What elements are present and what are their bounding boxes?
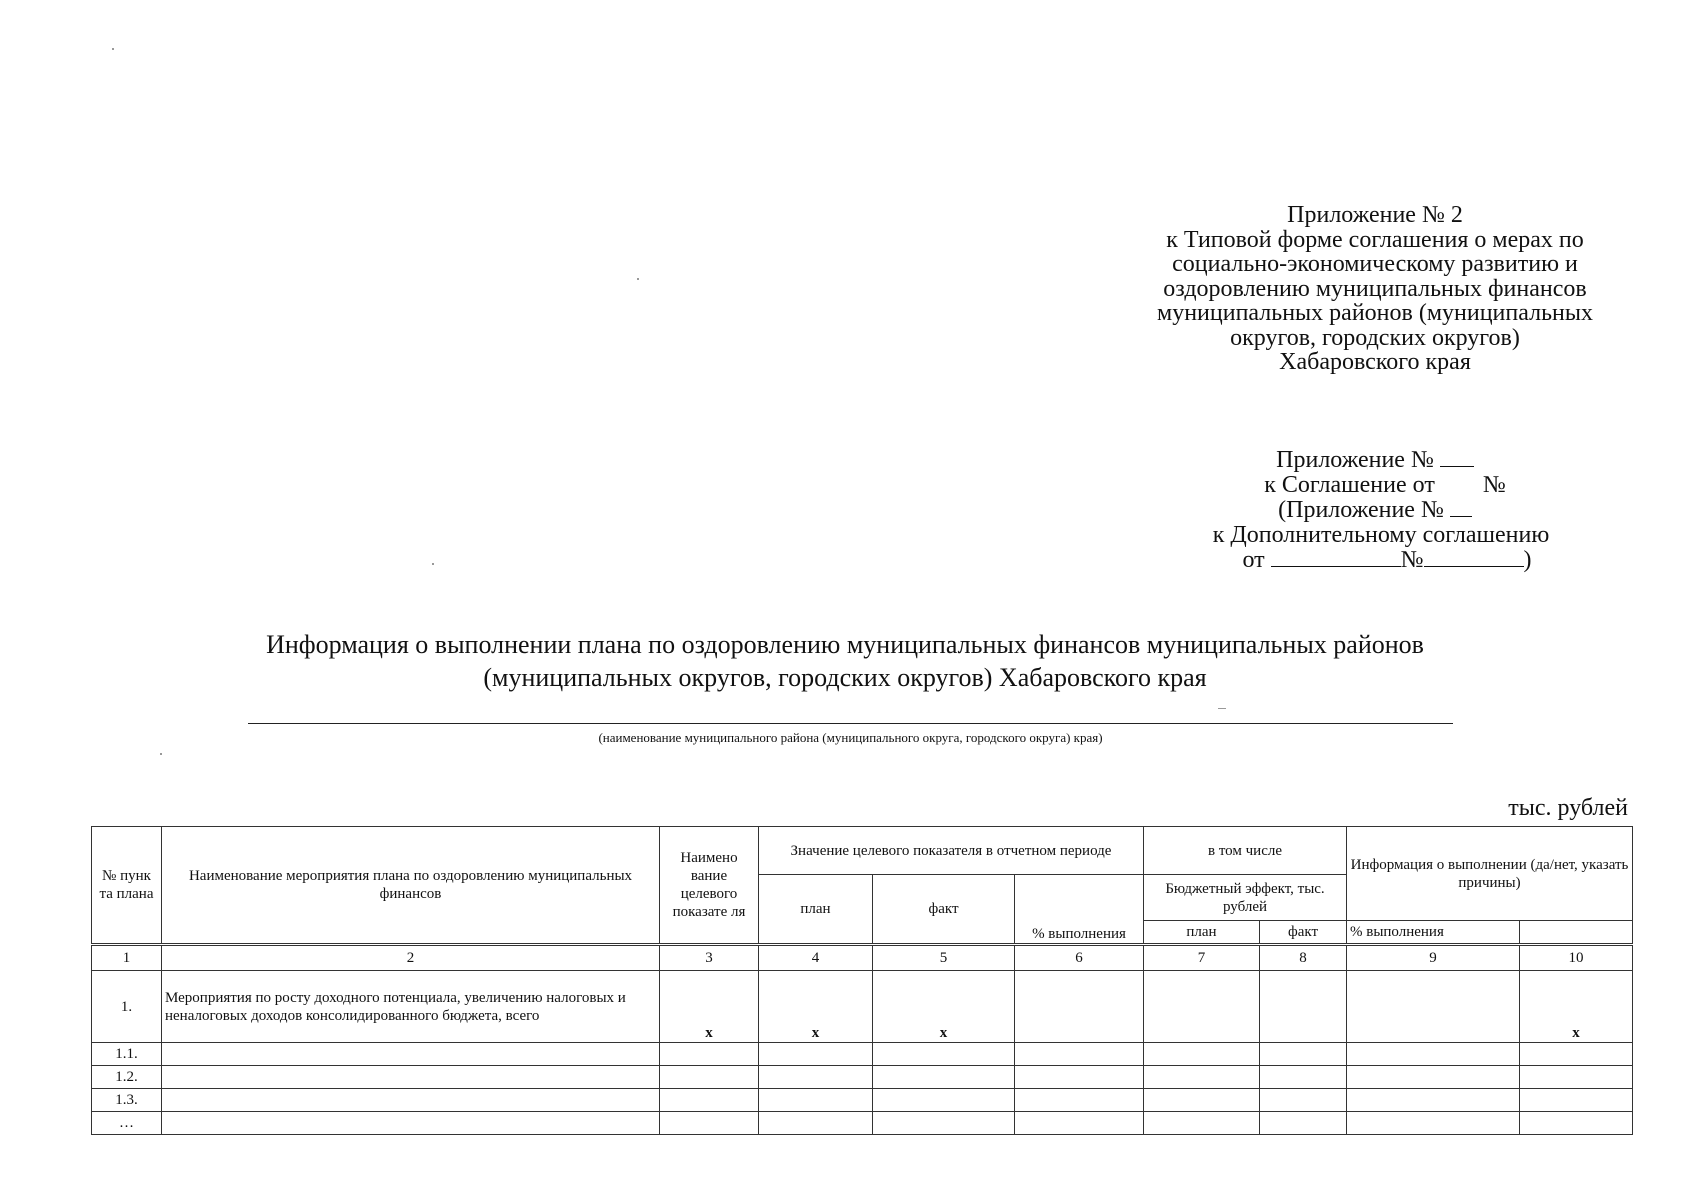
table-cell xyxy=(1015,1112,1144,1135)
title-line-2: (муниципальных округов, городских округов) Хабаровского края xyxy=(483,663,1207,692)
header-fact: факт xyxy=(873,875,1015,945)
blank-field xyxy=(1271,548,1401,567)
title-line-1: Информация о выполнении плана по оздоровлению муниципальных финансов муниципальных районов xyxy=(266,630,1424,659)
appendix-line: оздоровлению муниципальных финансов xyxy=(1163,275,1587,302)
row-number: 1.2. xyxy=(92,1066,162,1089)
x-mark: x xyxy=(873,971,1015,1043)
agreement-line-1: Приложение № xyxy=(1150,448,1600,473)
header-including: в том числе xyxy=(1144,827,1347,875)
table-cell xyxy=(759,1112,873,1135)
table-row xyxy=(92,1112,1633,1135)
table-cell xyxy=(1260,1089,1347,1112)
row-number: 1.3. xyxy=(92,1089,162,1112)
scan-speck xyxy=(432,563,434,565)
header-indicator-value: Значение целевого показателя в отчетном периоде xyxy=(759,827,1144,875)
municipality-name-caption: (наименование муниципального района (муниципального округа, городского округа) края) xyxy=(598,730,1103,745)
column-number: 8 xyxy=(1260,945,1347,971)
scan-speck xyxy=(1218,708,1226,709)
table-cell xyxy=(1144,1066,1260,1089)
table-row xyxy=(92,1066,1633,1089)
column-number: 9 xyxy=(1347,945,1520,971)
document-title xyxy=(140,628,1550,694)
table-cell xyxy=(1520,1089,1633,1112)
header-percent: % выполнения xyxy=(1015,875,1144,945)
appendix-line: Приложение № 2 xyxy=(1287,202,1463,228)
blank-field xyxy=(1450,498,1472,517)
appendix-line: социально-экономическому развитию и xyxy=(1172,251,1578,277)
appendix-line: Хабаровского края xyxy=(1279,349,1471,375)
table-cell xyxy=(660,1066,759,1089)
header-be-plan: план xyxy=(1144,921,1260,945)
table-cell xyxy=(1260,1066,1347,1089)
column-number: 2 xyxy=(162,945,660,971)
table-cell xyxy=(1144,1089,1260,1112)
column-number: 7 xyxy=(1144,945,1260,971)
table-cell xyxy=(873,1112,1015,1135)
table-cell xyxy=(1015,1066,1144,1089)
x-mark: x xyxy=(660,971,759,1043)
table-cell xyxy=(759,1043,873,1066)
table-row xyxy=(92,1089,1633,1112)
table-cell xyxy=(1347,1043,1520,1066)
table-cell xyxy=(1260,971,1347,1043)
appendix-line: муниципальных районов (муниципальных xyxy=(1157,300,1593,326)
agreement-line-3: (Приложение № xyxy=(1150,498,1600,523)
column-number: 3 xyxy=(660,945,759,971)
column-number: 1 xyxy=(92,945,162,971)
table-cell xyxy=(1144,971,1260,1043)
table-cell xyxy=(1015,1043,1144,1066)
scan-speck xyxy=(160,753,162,755)
scan-speck xyxy=(637,278,639,280)
column-numbers-row xyxy=(92,945,1633,971)
column-number: 10 xyxy=(1520,945,1633,971)
table-cell xyxy=(162,1089,660,1112)
plan-table xyxy=(91,826,1633,1135)
table-cell xyxy=(1347,971,1520,1043)
row-measure-name: Мероприятия по росту доходного потенциала, увеличению налоговых и неналоговых доходов консолидированного бюджета, всего xyxy=(162,971,660,1043)
agreement-line-5: от № ) xyxy=(1242,547,1532,573)
table-cell xyxy=(759,1066,873,1089)
header-plan: план xyxy=(759,875,873,945)
table-cell xyxy=(1015,971,1144,1043)
table-cell xyxy=(873,1043,1015,1066)
table-cell xyxy=(660,1089,759,1112)
units-label: тыс. рублей xyxy=(1508,795,1628,821)
row-number: 1. xyxy=(92,971,162,1043)
table-cell xyxy=(660,1043,759,1066)
table-cell xyxy=(1520,1112,1633,1135)
row-number: 1.1. xyxy=(92,1043,162,1066)
appendix-line: округов, городских округов) xyxy=(1230,324,1520,351)
x-mark: x xyxy=(759,971,873,1043)
appendix-header xyxy=(1100,203,1650,375)
scan-speck xyxy=(112,48,114,50)
blank-field xyxy=(1424,548,1524,567)
appendix-line: к Типовой форме соглашения о мерах по xyxy=(1166,226,1584,253)
table-cell xyxy=(1347,1089,1520,1112)
table-cell xyxy=(162,1043,660,1066)
header-measure-name: Наименование мероприятия плана по оздоровлению муниципальных финансов xyxy=(162,827,660,945)
header-exec-percent: % выполнения xyxy=(1347,921,1520,945)
table-cell xyxy=(873,1066,1015,1089)
header-indicator-name: Наимено вание целевого показате ля xyxy=(660,827,759,945)
table-cell xyxy=(1347,1066,1520,1089)
header-execution-info: Информация о выполнении (да/нет, указать причины) xyxy=(1347,827,1633,921)
x-mark: x xyxy=(1520,971,1633,1043)
agreement-line-4: к Дополнительному соглашению xyxy=(1212,522,1550,548)
column-number: 4 xyxy=(759,945,873,971)
header-point-no: № пунк та плана xyxy=(92,827,162,945)
column-number: 6 xyxy=(1015,945,1144,971)
table-cell xyxy=(162,1112,660,1135)
table-cell xyxy=(759,1089,873,1112)
row-number: … xyxy=(92,1112,162,1135)
header-be-fact: факт xyxy=(1260,921,1347,945)
header-budget-effect: Бюджетный эффект, тыс. рублей xyxy=(1144,875,1347,921)
table-cell xyxy=(162,1066,660,1089)
table-cell xyxy=(1260,1112,1347,1135)
table-cell xyxy=(1520,921,1633,945)
municipality-name-line xyxy=(248,723,1453,724)
table-cell xyxy=(1144,1112,1260,1135)
table-cell xyxy=(1520,1066,1633,1089)
table-row xyxy=(92,1043,1633,1066)
table-cell xyxy=(1520,1043,1633,1066)
table-cell xyxy=(1260,1043,1347,1066)
agreement-header xyxy=(1150,448,1600,573)
table-cell xyxy=(873,1089,1015,1112)
table-cell xyxy=(1347,1112,1520,1135)
table-cell xyxy=(660,1112,759,1135)
table-cell xyxy=(1015,1089,1144,1112)
agreement-line-2: к Соглашение от № xyxy=(1264,472,1506,498)
table-cell xyxy=(1144,1043,1260,1066)
table-row xyxy=(92,971,1633,1043)
column-number: 5 xyxy=(873,945,1015,971)
blank-field xyxy=(1440,448,1474,467)
